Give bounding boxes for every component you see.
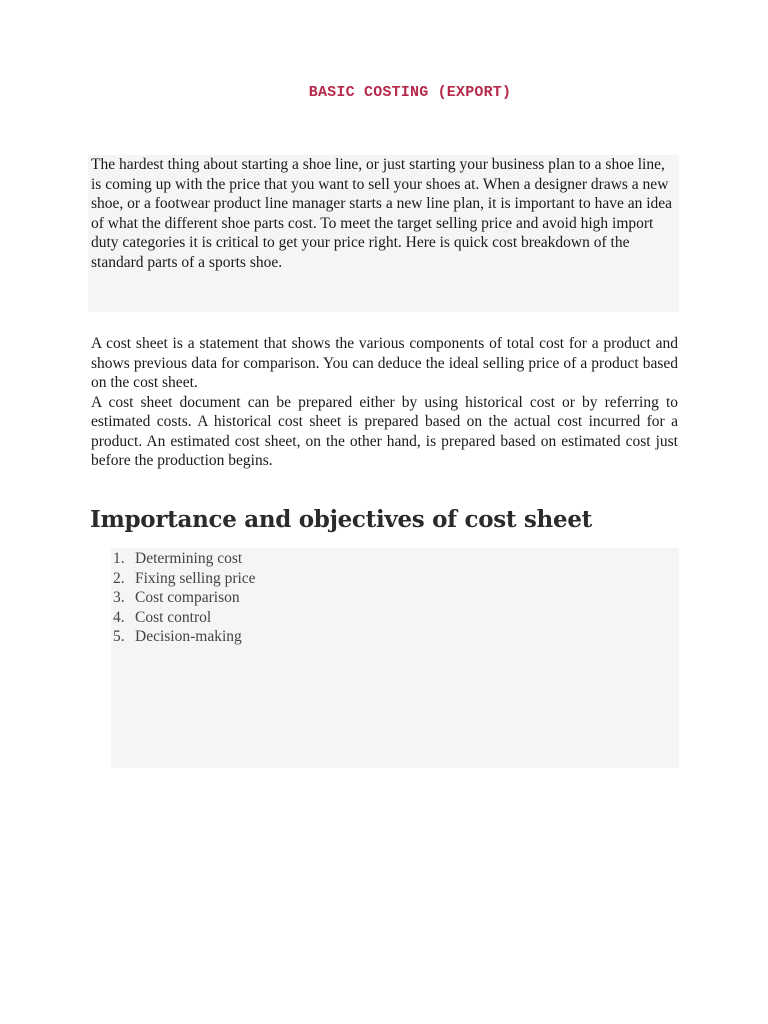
paragraph-preparation: A cost sheet document can be prepared either by using historical cost or by referring to estimated costs. A historical cost sheet is prepared based on the actual cost incurred for a product. An estimated cost sheet, on the other hand, is prepared based on estimated cost just before the production begins. [91, 393, 678, 469]
paragraph-definition: A cost sheet is a statement that shows the various components of total cost for a product and shows previous data for comparison. You can deduce the ideal selling price of a product based on the cost sheet. [91, 335, 678, 391]
cost-sheet-description [91, 334, 678, 471]
list-item-text: Cost control [135, 608, 212, 626]
list-item [91, 608, 256, 628]
document-title: BASIC COSTING (EXPORT) [308, 84, 512, 101]
list-item [91, 549, 256, 569]
list-number: 1. [113, 550, 125, 567]
list-number: 4. [113, 608, 125, 626]
list-number: 3. [113, 589, 125, 606]
section-heading: Importance and objectives of cost sheet [90, 506, 592, 533]
intro-paragraph: The hardest thing about starting a shoe line, or just starting your business plan to a shoe line, is coming up with the price that you want to sell your shoes at. When a designer draws a new shoe, or a footwear product line manager starts a new line plan, it is important to have an idea of what the different shoe parts cost. To meet the target selling price and avoid high import duty categories it is critical to get your price right. Here is quick cost breakdown of the standard parts of a sports shoe. [91, 156, 673, 271]
objectives-list [91, 549, 256, 647]
list-number: 2. [113, 569, 125, 587]
list-item-text: Cost comparison [135, 589, 240, 606]
list-item [91, 569, 256, 589]
list-item [91, 588, 256, 608]
list-item [91, 627, 256, 647]
list-item-text: Determining cost [135, 550, 243, 567]
list-number: 5. [113, 628, 125, 645]
list-item-text: Fixing selling price [135, 569, 256, 587]
list-item-text: Decision-making [135, 628, 242, 645]
